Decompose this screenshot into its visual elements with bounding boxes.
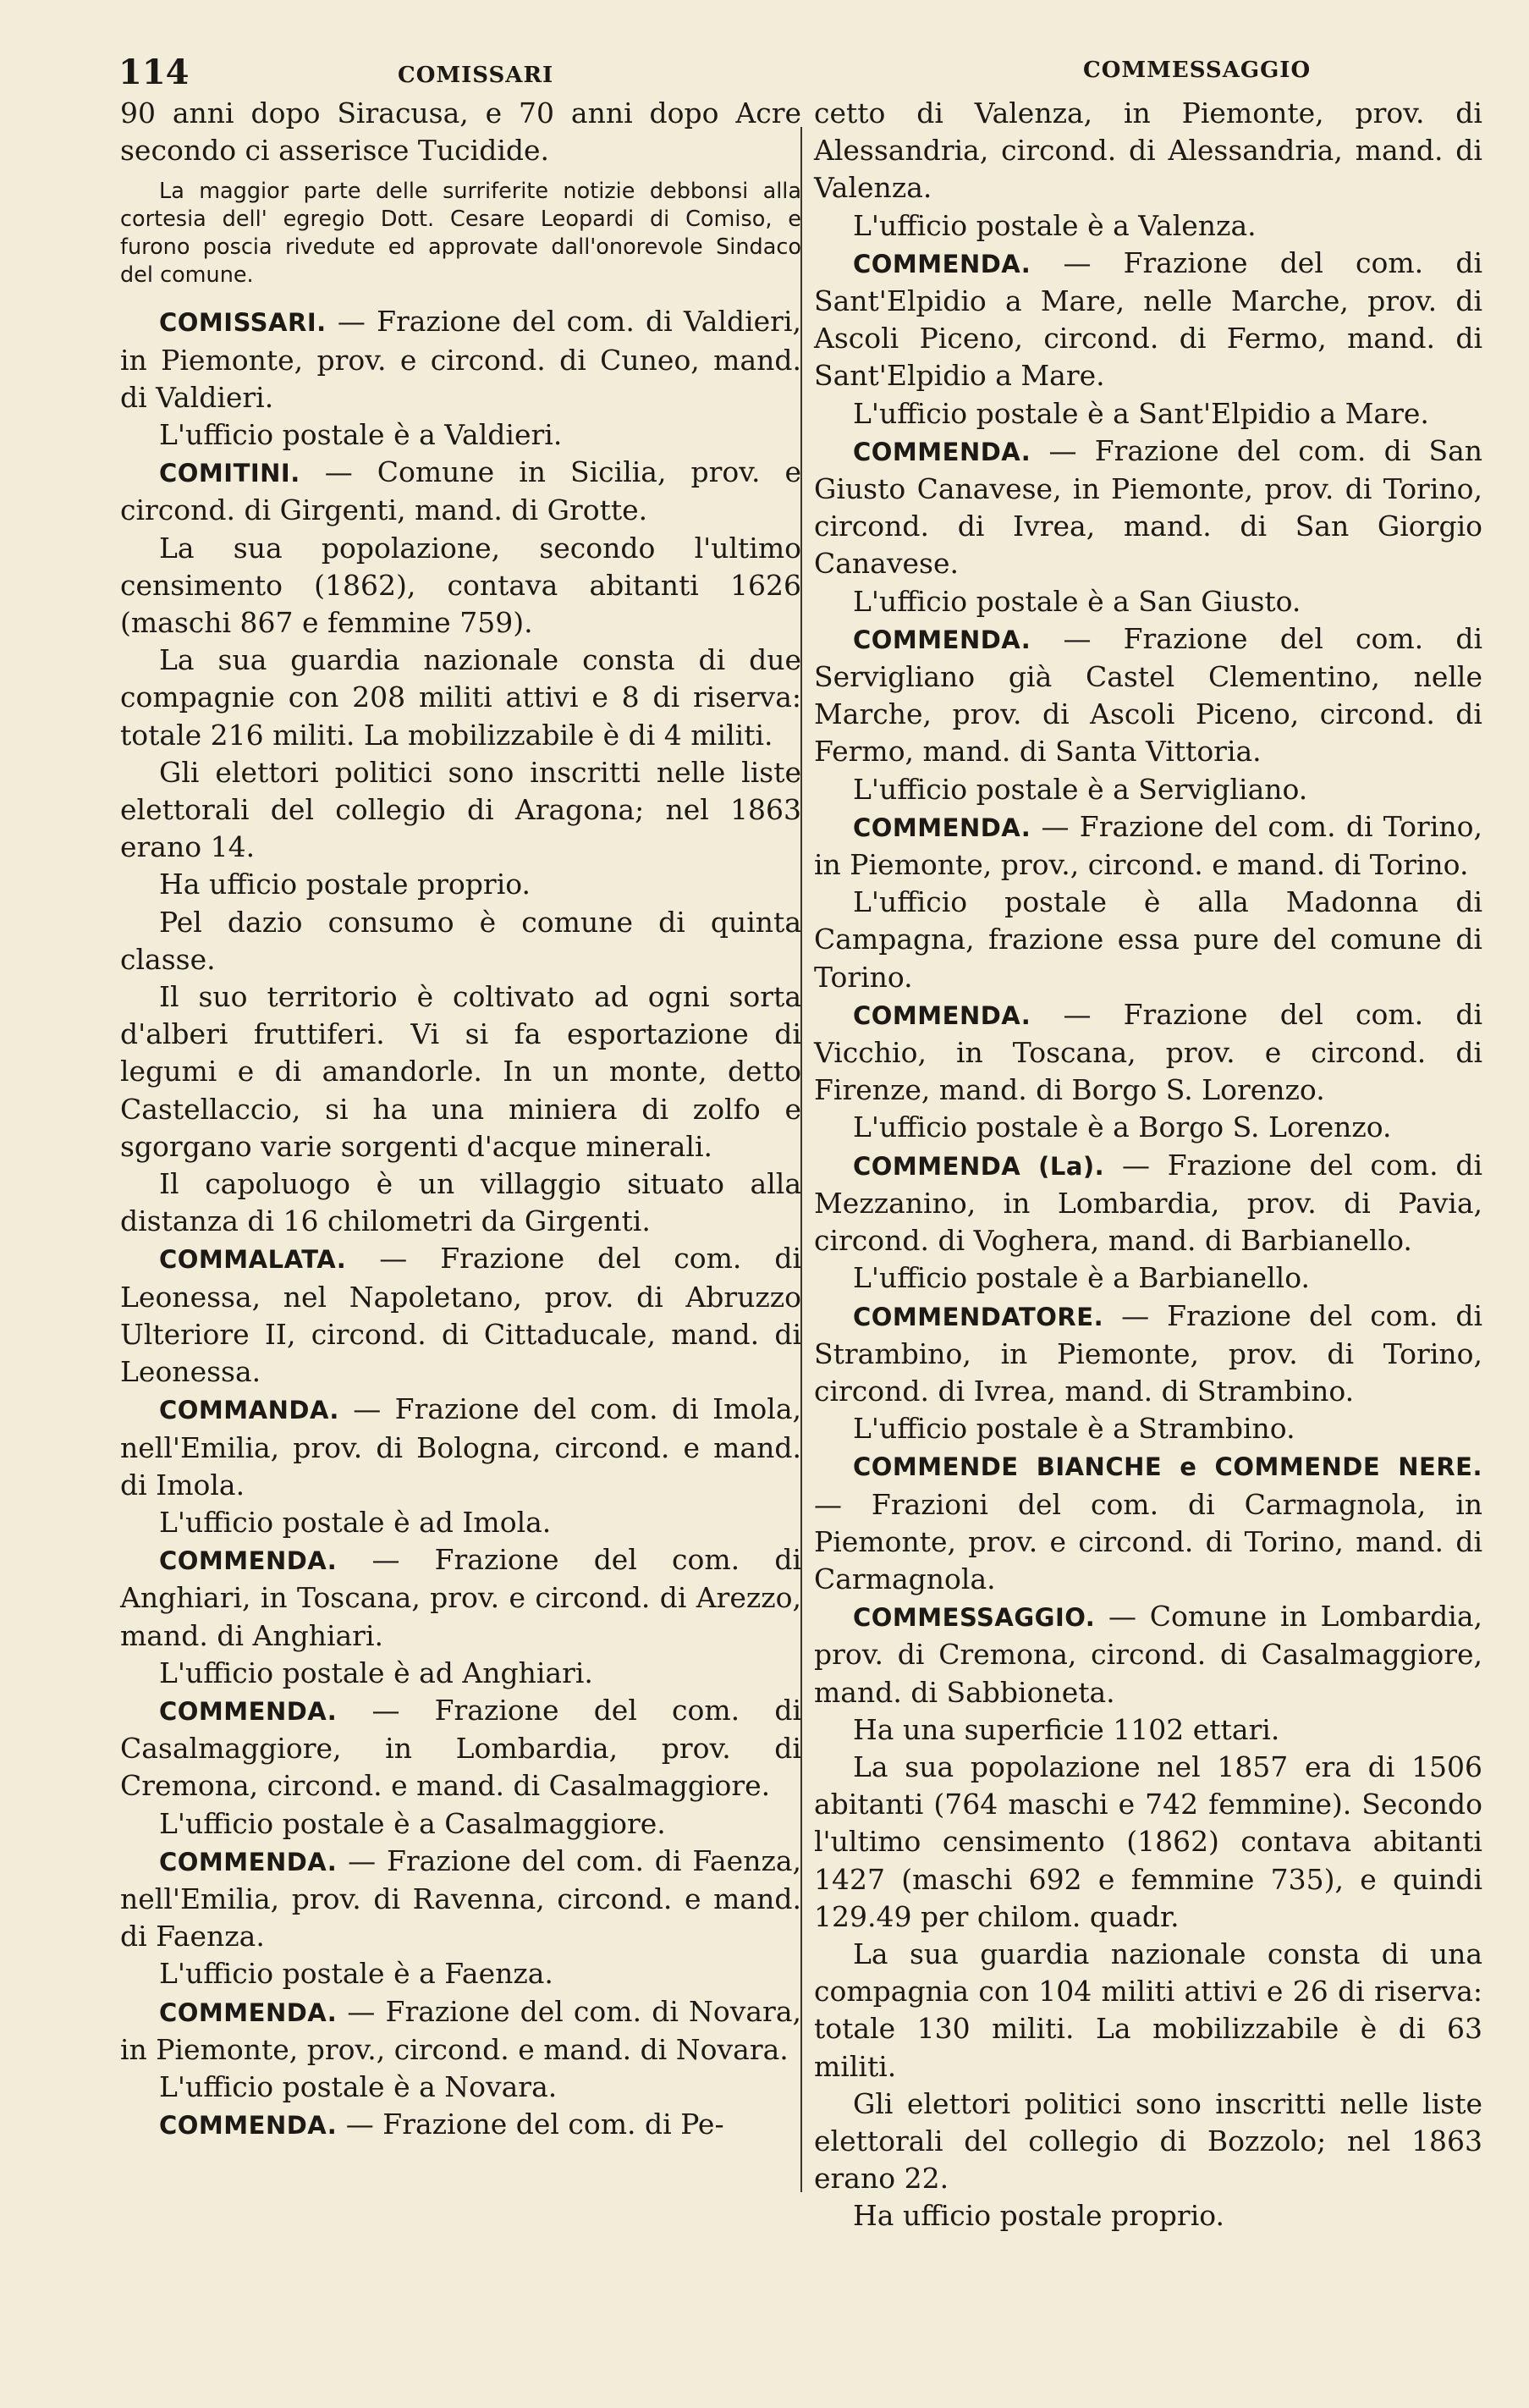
postal-note: L'ufficio postale è a San Giusto. [853, 584, 1301, 618]
paragraph: La sua popolazione nel 1857 era di 1506 abitanti (764 maschi e 742 femmine). Secondo l'ultimo censimento (1862) contava abitanti 1427 (maschi 692 e femmine 735), e quindi 129.49 per chilom. quadr. [814, 1750, 1482, 1933]
postal-note: L'ufficio postale è a Valdieri. [159, 418, 563, 452]
entry-commenda-santelpidio [814, 245, 1482, 395]
entry-comitini [120, 454, 801, 529]
entry-heading: COMMENDE BIANCHE e COMMENDE NERE. [853, 1452, 1482, 1482]
postal-note: L'ufficio postale è a Novara. [159, 2069, 558, 2103]
paragraph: Ha ufficio postale proprio. [159, 868, 531, 901]
entry-commanda [120, 1391, 801, 1504]
entry-text: — Frazione del com. di Sant'Elpidio a Mare, nelle Marche, prov. di Ascoli Piceno, circond. di Fermo, mand. di Sant'Elpidio a Mare. [814, 245, 1482, 393]
postal-note: L'ufficio postale è a Sant'Elpidio a Mare. [853, 396, 1429, 430]
entry-text: — Frazione del com. di Valdieri, in Piemonte, prov. e circond. di Cuneo, mand. di Valdieri. [120, 305, 801, 414]
postal-note: L'ufficio postale è a Casalmaggiore. [159, 1806, 666, 1840]
entry-heading: COMMENDA. [159, 1546, 338, 1576]
entry-heading: COMMALATA. [159, 1245, 347, 1275]
postal-note: L'ufficio postale è a Strambino. [853, 1412, 1295, 1446]
entry-heading: COMMENDA. [159, 1847, 338, 1876]
entry-commessaggio [814, 1598, 1482, 1711]
postal-note: L'ufficio postale è alla Madonna di Campagna, frazione essa pure del comune di Torino. [814, 885, 1482, 994]
paragraph: Ha ufficio postale proprio. [853, 2199, 1225, 2233]
entry-commenda-torino [814, 808, 1482, 884]
paragraph: Gli elettori politici sono inscritti nelle liste elettorali del collegio di Bozzolo; nel 1863 erano 22. [814, 2086, 1482, 2196]
entry-text: — Comune in Lombardia, prov. di Cremona, circond. di Casalmaggiore, mand. di Sabbioneta. [814, 1600, 1482, 1709]
continued-paragraph: 90 anni dopo Siracusa, e 70 anni dopo Acre secondo ci asserisce Tucidide. [120, 96, 801, 168]
entry-text: — Frazione del com. di Strambino, in Piemonte, prov. di Torino, circond. di Ivrea, mand. di Strambino. [814, 1298, 1482, 1408]
entry-commenda-anghiari [120, 1541, 801, 1655]
entry-commenda-faenza [120, 1843, 801, 1956]
entry-text: — Frazione del com. di Novara, in Piemonte, prov., circond. e mand. di Novara. [120, 1994, 801, 2066]
paragraph: Gli elettori politici sono inscritti nelle liste elettorali del collegio di Aragona; nel 1863 erano 14. [120, 755, 801, 864]
entry-heading: COMMESSAGGIO. [853, 1603, 1096, 1633]
entry-text: — Comune in Sicilia, prov. e circond. di Girgenti, mand. di Grotte. [120, 455, 801, 527]
postal-note: L'ufficio postale è ad Anghiari. [159, 1656, 593, 1689]
entry-heading: COMMENDA. [853, 813, 1031, 842]
entry-commenda-vicchio [814, 996, 1482, 1110]
entry-commenda-servigliano [814, 620, 1482, 771]
paragraph: Il suo territorio è coltivato ad ogni sorta d'alberi fruttiferi. Vi si fa esportazione di legumi e di amandorle. In un monte, detto Castellaccio, si ha una miniera di zolfo e sgorgano varie sorgenti d'acque minerali. [120, 980, 801, 1163]
entry-commenda-novara [120, 1993, 801, 2069]
entry-text: — Frazione del com. di San Giusto Canavese, in Piemonte, prov. di Torino, circond. di Ivrea, mand. di San Giorgio Canavese. [814, 433, 1482, 581]
entry-text: — Frazione del com. di Mezzanino, in Lombardia, prov. di Pavia, circond. di Voghera, mand. di Barbianello. [814, 1148, 1483, 1258]
footnote: La maggior parte delle surriferite notizie debbonsi alla cortesia dell' egregio Dott. Cesare Leopardi di Comiso, e furono poscia rivedute ed approvate dall'onorevole Sindaco del comune. [120, 179, 801, 289]
entry-text: — Frazione del com. di Torino, in Piemonte, prov., circond. e mand. di Torino. [814, 809, 1482, 882]
entry-text: — Frazione del com. di Vicchio, in Toscana, prov. e circond. di Firenze, mand. di Borgo S. Lorenzo. [814, 997, 1482, 1107]
entry-commenda-casalmaggiore [120, 1692, 801, 1805]
entry-heading: COMMENDA. [159, 1997, 338, 2027]
entry-heading: COMMENDA. [853, 625, 1031, 654]
entry-commenda-pecetto [120, 2106, 801, 2144]
entry-heading: COMMENDA. [159, 1696, 338, 1726]
left-column [120, 95, 801, 2194]
entry-heading: COMMANDA. [159, 1396, 339, 1425]
postal-note: L'ufficio postale è a Valenza. [853, 208, 1257, 242]
postal-note: L'ufficio postale è ad Imola. [159, 1505, 552, 1539]
entry-text: — Frazione del com. di Servigliano già Castel Clementino, nelle Marche, prov. di Ascoli Piceno, circond. di Fermo, mand. di Santa Vittoria. [814, 621, 1482, 769]
paragraph: La sua guardia nazionale consta di una compagnia con 104 militi attivi e 26 di riserva: totale 130 militi. La mobilizzabile è di 63 militi. [814, 1937, 1482, 2083]
entry-text: — Frazione del com. di Pe- [337, 2108, 724, 2141]
postal-note: L'ufficio postale è a Borgo S. Lorenzo. [853, 1110, 1392, 1144]
postal-note: L'ufficio postale è a Faenza. [159, 1957, 553, 1991]
entry-heading: COMMENDATORE. [853, 1302, 1104, 1331]
entry-heading: COMMENDA. [853, 1000, 1031, 1030]
entry-heading: COMMENDA. [159, 2111, 338, 2141]
entry-heading: COMMENDA. [853, 249, 1031, 278]
entry-commende [814, 1447, 1482, 1598]
paragraph: Ha una superficie 1102 ettari. [853, 1712, 1280, 1746]
paragraph: Il capoluogo è un villaggio situato alla distanza di 16 chilometri da Girgenti. [120, 1167, 801, 1238]
entry-comissari [120, 303, 801, 416]
postal-note: L'ufficio postale è a Servigliano. [853, 772, 1308, 806]
right-column [814, 95, 1483, 2233]
left-running-heading: COMISSARI [398, 63, 554, 88]
entry-text: — Frazioni del com. di Carmagnola, in Piemonte, prov. e circond. di Torino, mand. di Carmagnola. [814, 1487, 1482, 1595]
paragraph: Pel dazio consumo è comune di quinta classe. [120, 905, 801, 976]
entry-text: — Frazione del com. di Anghiari, in Toscana, prov. e circond. di Arezzo, mand. di Anghiari. [120, 1543, 801, 1652]
postal-note: L'ufficio postale è a Barbianello. [853, 1261, 1310, 1295]
right-running-heading: COMMESSAGGIO [1083, 58, 1312, 83]
entry-commendatore [814, 1298, 1482, 1411]
paragraph: La sua guardia nazionale consta di due compagnie con 208 militi attivi e 8 di riserva: totale 216 militi. La mobilizzabile è di 4 militi. [120, 643, 801, 752]
entry-heading: COMITINI. [159, 459, 300, 488]
entry-text: — Frazione del com. di Casalmaggiore, in Lombardia, prov. di Cremona, circond. e mand. di Casalmaggiore. [120, 1693, 801, 1803]
entry-commenda-la [814, 1147, 1482, 1260]
entry-heading: COMISSARI. [159, 308, 327, 338]
entry-text: — Frazione del com. di Imola, nell'Emilia, prov. di Bologna, circond. e mand. di Imola. [120, 1392, 801, 1502]
entry-text: — Frazione del com. di Faenza, nell'Emilia, prov. di Ravenna, circond. e mand. di Faenza. [120, 1843, 801, 1953]
entry-heading: COMMENDA (La). [853, 1151, 1105, 1181]
entry-heading: COMMENDA. [853, 437, 1031, 466]
page-number: 114 [118, 52, 190, 92]
continued-entry-text: cetto di Valenza, in Piemonte, prov. di Alessandria, circond. di Alessandria, mand. di Valenza. [814, 96, 1482, 205]
entry-commalata [120, 1240, 801, 1391]
paragraph: La sua popolazione, secondo l'ultimo censimento (1862), contava abitanti 1626 (maschi 867 e femmine 759). [120, 531, 801, 640]
entry-commenda-san-giusto [814, 433, 1482, 583]
entry-text: — Frazione del com. di Leonessa, nel Napoletano, prov. di Abruzzo Ulteriore II, circond. di Cittaducale, mand. di Leonessa. [120, 1242, 801, 1389]
